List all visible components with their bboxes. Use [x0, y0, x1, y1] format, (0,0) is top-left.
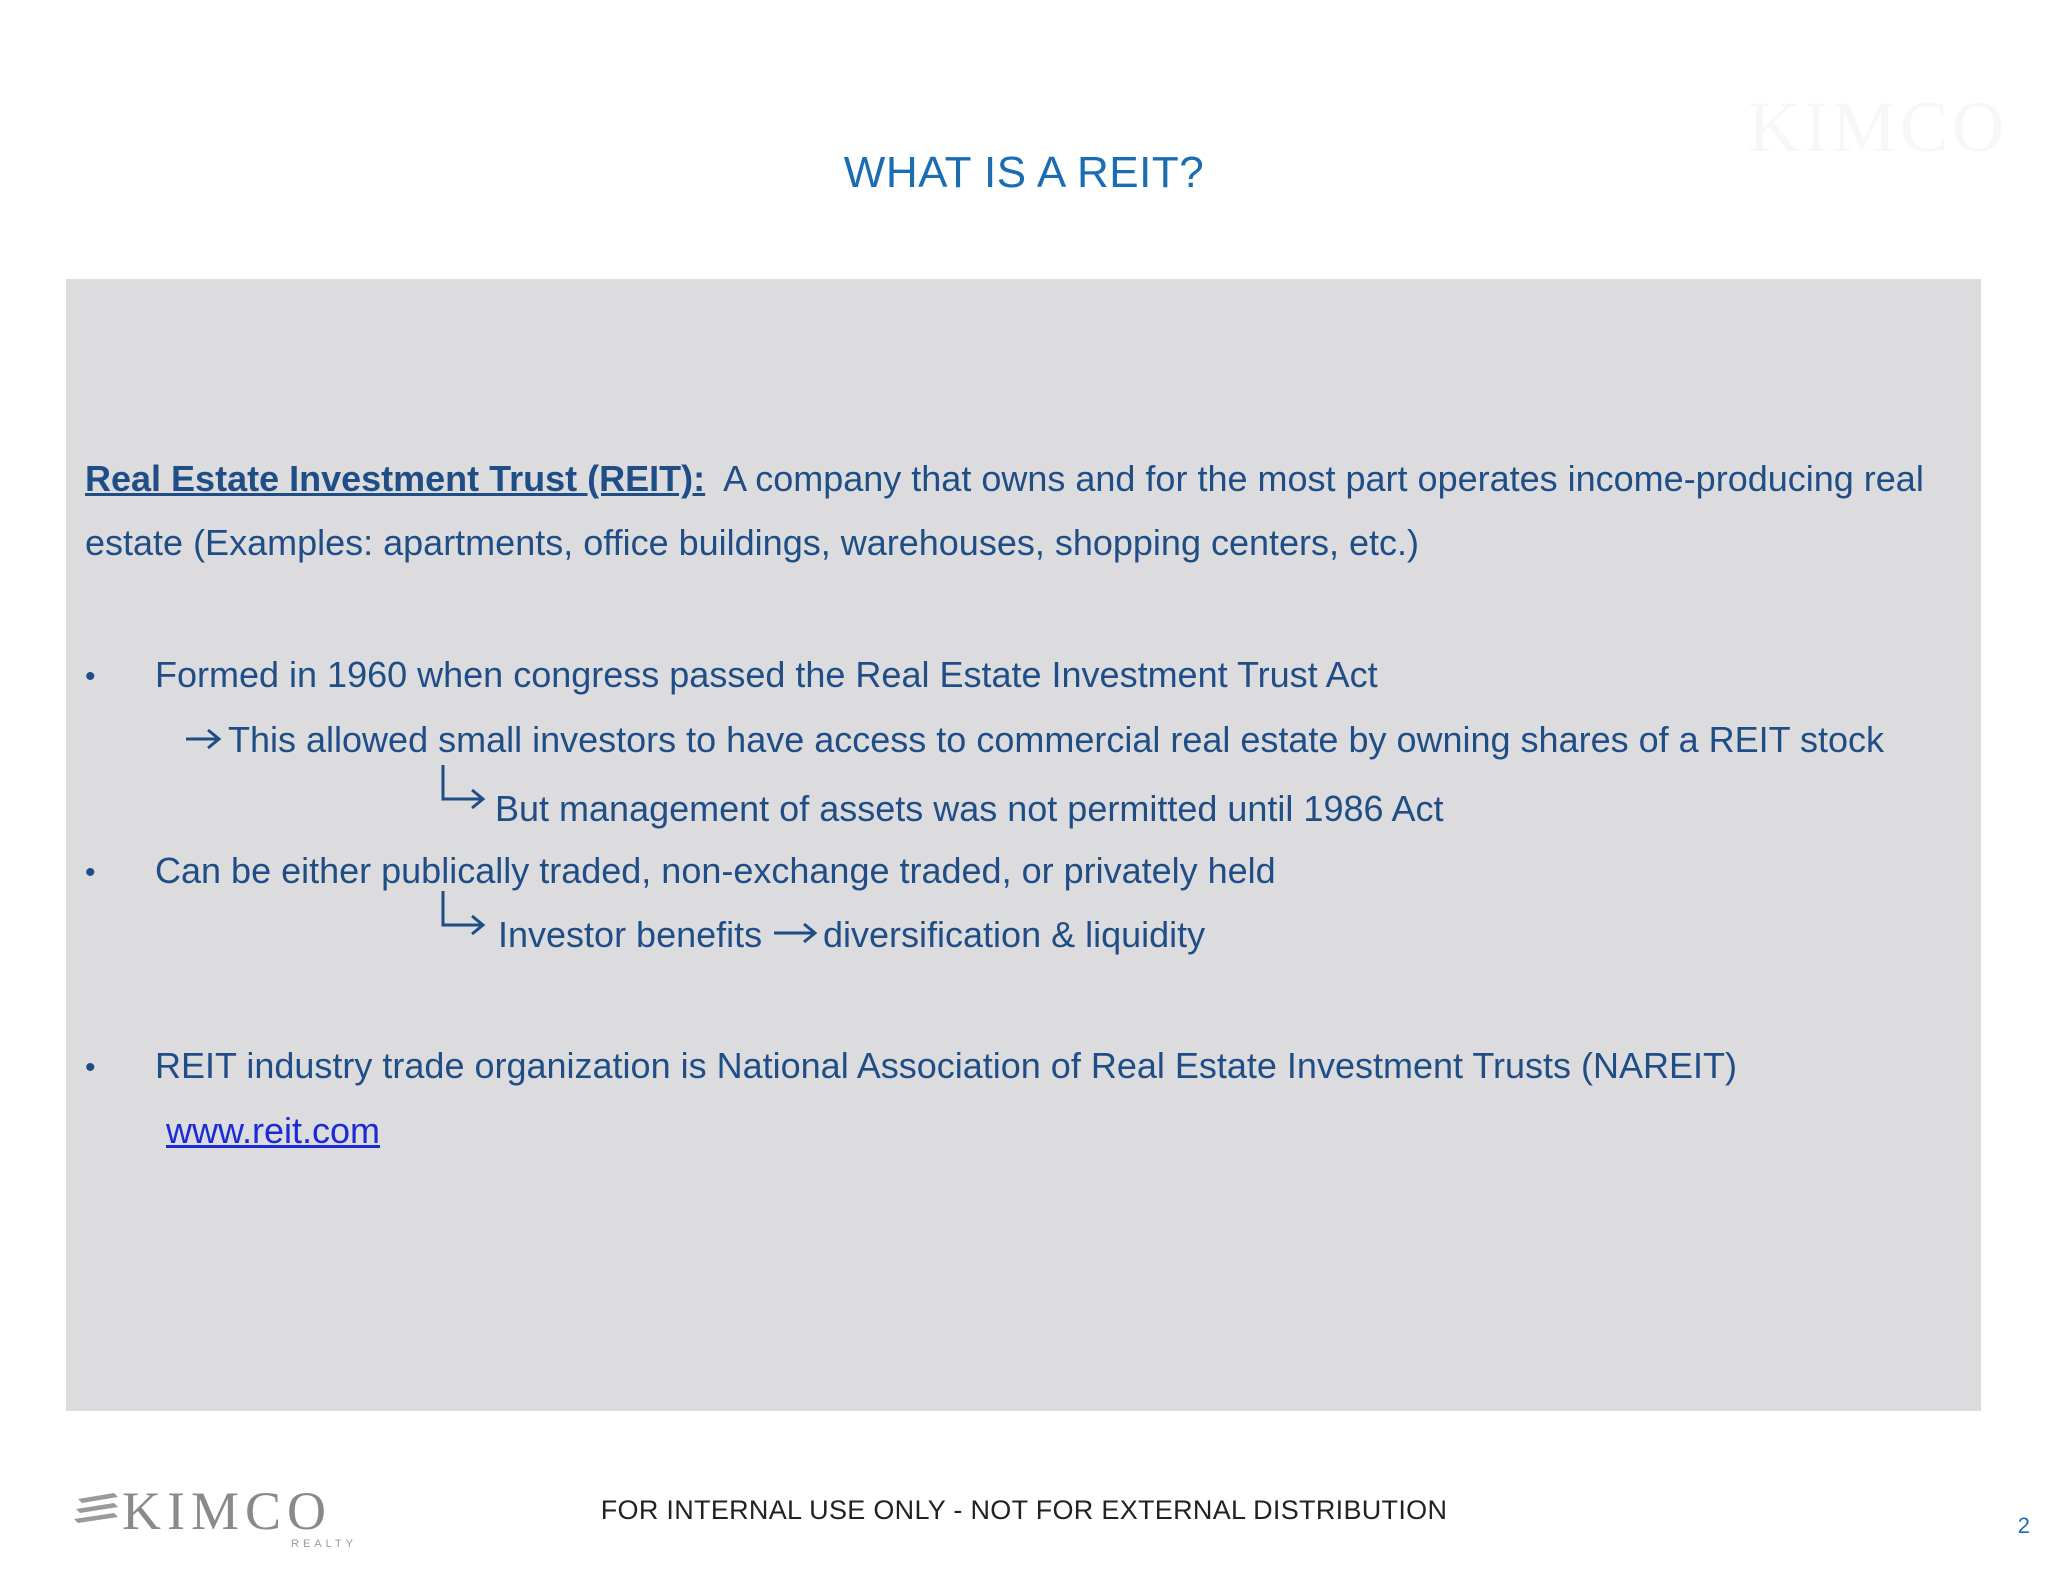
definition-line-1: [85, 458, 1924, 499]
definition-line-2: estate (Examples: apartments, office buildings, warehouses, shopping centers, etc.): [85, 522, 1420, 563]
distribution-notice: FOR INTERNAL USE ONLY - NOT FOR EXTERNAL DISTRIBUTION: [600, 1495, 1448, 1525]
bullet-2-text: Can be either publically traded, non-exchange traded, or privately held: [155, 850, 1276, 891]
watermark: KIMCO: [1747, 87, 2008, 167]
content-box: [66, 279, 1981, 1411]
bullet-1-sub-text: This allowed small investors to have access to commercial real estate by owning shares of a REIT stock: [228, 719, 1885, 760]
reit-website-link[interactable]: www.reit.com: [166, 1110, 381, 1151]
bullet-3-text: REIT industry trade organization is National Association of Real Estate Investment Trusts (NAREIT): [155, 1045, 1738, 1086]
logo-wordmark: KIMCO: [122, 1481, 333, 1541]
bullet-2-subsub-b: diversification & liquidity: [823, 914, 1206, 955]
definition-text: A company that owns and for the most part operates income-producing real: [723, 458, 1924, 499]
right-arrow-icon: [772, 920, 820, 946]
right-arrow-icon: [184, 726, 224, 752]
bullet-2-subsub-a: Investor benefits: [498, 914, 763, 955]
bullet-dot: •: [85, 660, 96, 693]
elbow-arrow-icon: [440, 763, 488, 815]
slide-title: WHAT IS A REIT?: [843, 148, 1205, 197]
definition-term: Real Estate Investment Trust (REIT):: [85, 458, 706, 499]
elbow-arrow-icon: [440, 889, 488, 941]
logo-subtext: REALTY: [291, 1538, 357, 1550]
bullet-dot: •: [85, 1051, 96, 1084]
page-number: 2: [2017, 1513, 2030, 1538]
bullet-1-subsub-text: But management of assets was not permitted until 1986 Act: [495, 788, 1444, 829]
bullet-dot: •: [85, 856, 96, 889]
bullet-1-text: Formed in 1960 when congress passed the Real Estate Investment Trust Act: [155, 654, 1378, 695]
